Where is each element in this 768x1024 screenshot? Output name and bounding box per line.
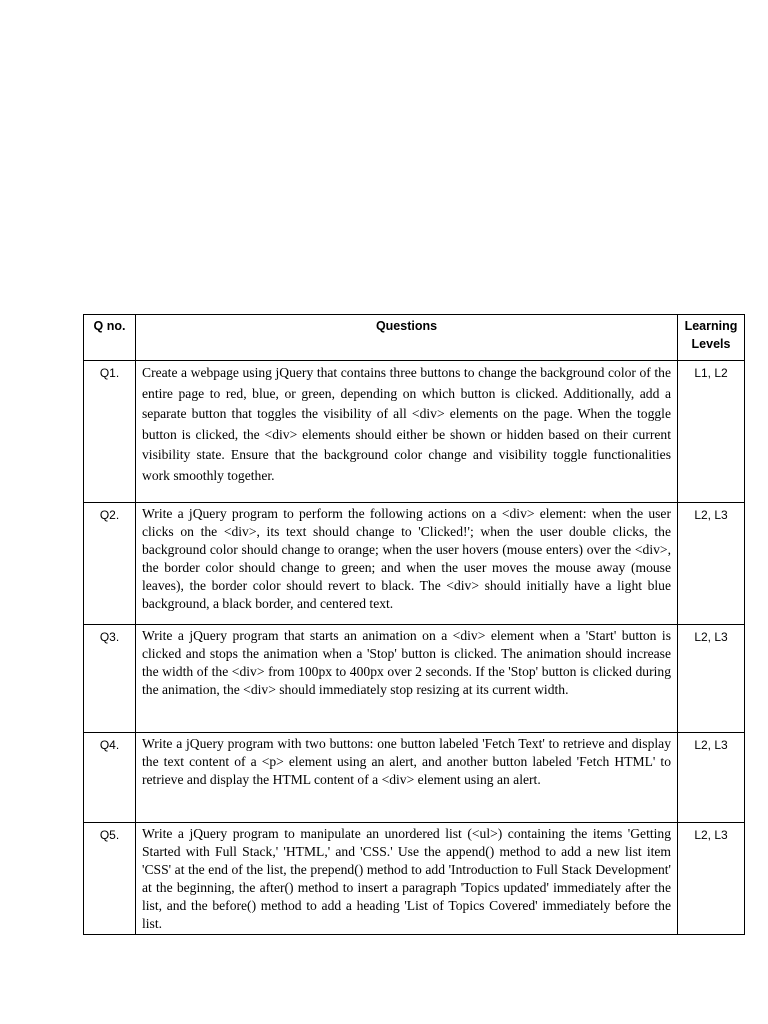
question-text: Write a jQuery program that starts an animation on a <div> element when a 'Start' button is clicked and stops the animation when a 'Stop' button is clicked. The animation should increase the width of the <div> from 100px to 400px over 2 seconds. If the 'Stop' button is clicked during the animation, the <div> should immediately stop resizing at its current width. [142,628,671,698]
header-questions: Questions [136,315,678,361]
qno-cell: Q3. [84,625,136,733]
levels-cell: L1, L2 [678,361,745,503]
header-learning-levels [678,315,745,361]
question-text: Write a jQuery program with two buttons: one button labeled 'Fetch Text' to retrieve and display the text content of a <p> element using an alert, and another button labeled 'Fetch HTML' to retrieve and display the HTML content of a <div> element using an alert. [142,736,671,788]
header-row [84,315,745,361]
header-qno: Q no. [84,315,136,361]
questions-table [83,314,745,935]
question-cell [136,733,678,823]
question-text: Write a jQuery program to perform the following actions on a <div> element: when the user clicks on the <div>, its text should change to 'Clicked!'; when the user double clicks, the background color should change to orange; when the user hovers (mouse enters) over the <div>, the border color should change to green; and when the user moves the mouse away (mouse leaves), the border color should revert to black. The <div> should initially have a light blue background, a black border, and centered text. [142,506,671,612]
table-row-q5 [84,823,745,935]
qno-cell: Q4. [84,733,136,823]
table-row-q2 [84,503,745,625]
question-cell [136,625,678,733]
levels-cell: L2, L3 [678,625,745,733]
question-text: Create a webpage using jQuery that contains three buttons to change the background color of the entire page to red, blue, or green, depending on which button is clicked. Additionally, add a separate button that toggles the visibility of all <div> elements on the page. When the toggle button is clicked, the <div> elements should either be shown or hidden based on their current visibility state. Ensure that the background color change and visibility toggle functionalities work smoothly together. [142,365,671,483]
question-text: Write a jQuery program to manipulate an unordered list (<ul>) containing the items 'Getting Started with Full Stack,' 'HTML,' and 'CSS.' Use the append() method to add a new list item 'CSS' at the end of the list, the prepend() method to add 'Introduction to Full Stack Development' at the beginning, the after() method to insert a paragraph 'Topics updated' immediately after the list, and the before() method to add a heading 'List of Topics Covered' immediately before the list. [142,826,671,932]
levels-cell: L2, L3 [678,733,745,823]
header-levels-line2: Levels [691,337,731,351]
qno-cell: Q2. [84,503,136,625]
levels-cell: L2, L3 [678,823,745,935]
question-cell [136,361,678,503]
question-cell [136,823,678,935]
table-row-q1 [84,361,745,503]
table-row-q4 [84,733,745,823]
table-row-q3 [84,625,745,733]
header-levels-line1: Learning [684,319,738,333]
qno-cell: Q5. [84,823,136,935]
levels-cell: L2, L3 [678,503,745,625]
question-cell [136,503,678,625]
qno-cell: Q1. [84,361,136,503]
